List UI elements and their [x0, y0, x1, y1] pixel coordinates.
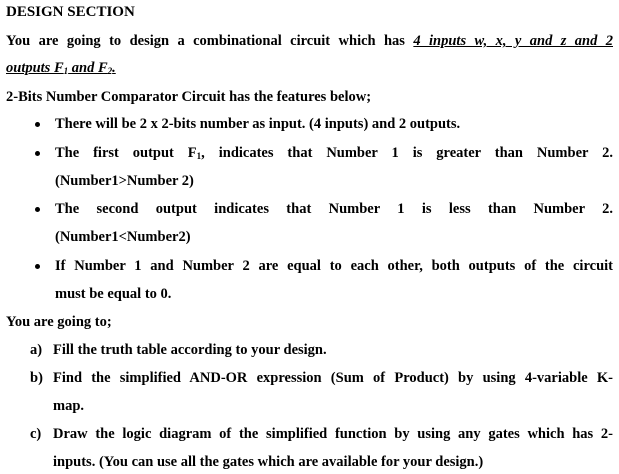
- bullet-icon: [35, 151, 40, 156]
- task-b-marker: b): [30, 370, 43, 386]
- intro-paragraph-line-2: [6, 59, 116, 77]
- bullet-icon: [35, 264, 40, 269]
- task-c-continuation: inputs. (You can use all the gates which are available for your design.): [53, 454, 484, 470]
- task-a-marker: a): [30, 342, 43, 358]
- circuit-heading: 2-Bits Number Comparator Circuit has the features below;: [6, 89, 372, 105]
- feature-4-detail: must be equal to 0.: [55, 286, 172, 302]
- feature-2-detail: (Number1>Number 2): [55, 173, 194, 189]
- bullet-icon: [35, 122, 40, 127]
- feature-4-text: If Number 1 and Number 2 are equal to each other, both outputs of the circuit: [55, 258, 613, 274]
- feature-3-detail: (Number1<Number2): [55, 229, 191, 245]
- intro-outputs-emphasis: outputs $F_1$ and $F_2$.: [6, 60, 116, 76]
- task-c-marker: c): [30, 426, 42, 442]
- feature-3-text: The second output indicates that Number 1 is less than Number 2.: [55, 201, 613, 217]
- task-c-text: Draw the logic diagram of the simplified function by using any gates which has 2-: [53, 426, 613, 442]
- tasks-heading: You are going to;: [6, 314, 112, 330]
- intro-paragraph-line-1: [6, 32, 613, 50]
- intro-inputs-emphasis: 4 inputs w, x, y and z and 2: [413, 33, 613, 49]
- bullet-icon: [35, 207, 40, 212]
- task-a-text: Fill the truth table according to your design.: [53, 342, 327, 358]
- task-b-continuation: map.: [53, 398, 85, 414]
- section-title: DESIGN SECTION: [6, 4, 135, 20]
- feature-2-text: The first output $F_1$, indicates that Number 1 is greater than Number 2.: [55, 145, 613, 161]
- task-b-text: Find the simplified AND-OR expression (Sum of Product) by using 4-variable K-: [53, 370, 613, 386]
- feature-1-text: There will be 2 x 2-bits number as input. (4 inputs) and 2 outputs.: [55, 116, 461, 132]
- intro-text: You are going to design a combinational circuit which has: [6, 33, 414, 49]
